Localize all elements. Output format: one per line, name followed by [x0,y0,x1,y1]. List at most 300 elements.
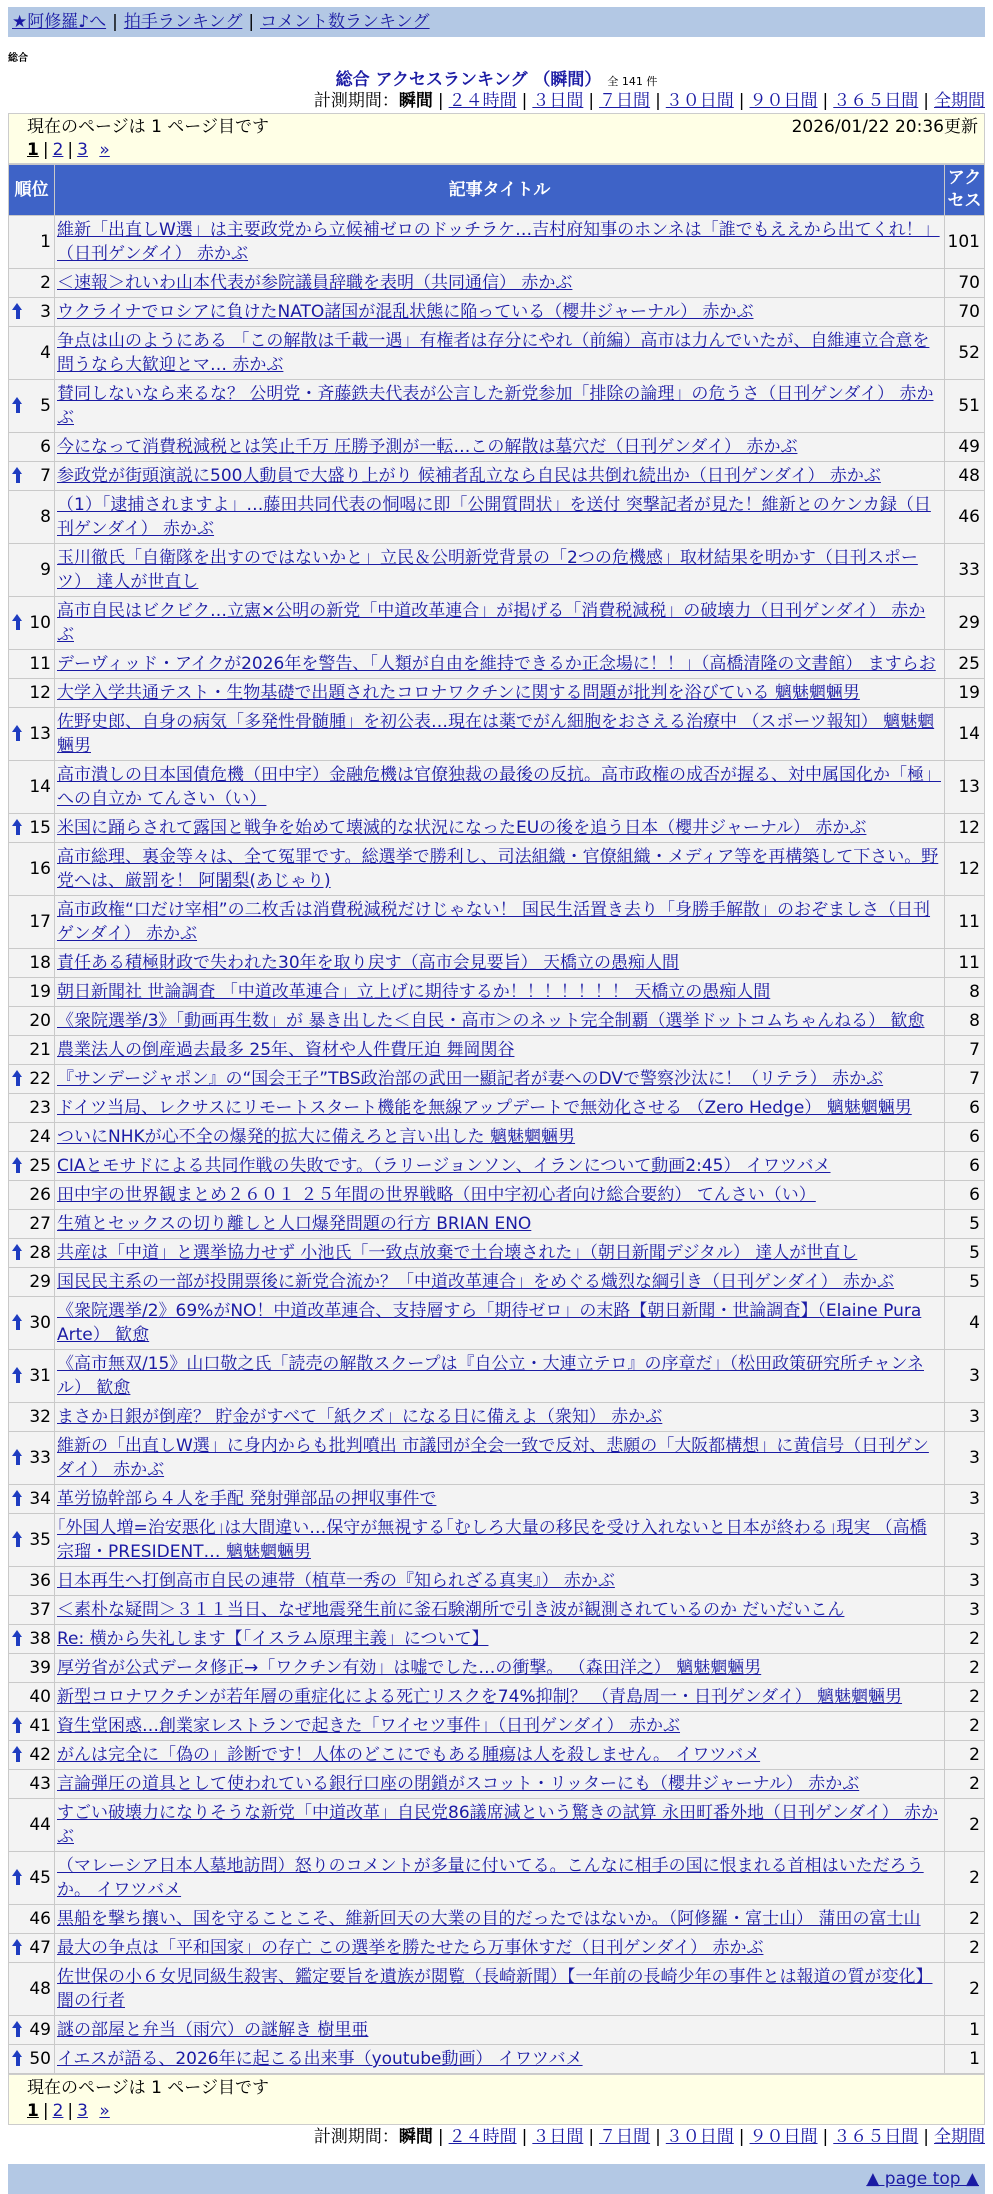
count-cell: 8 [945,978,985,1007]
count-cell: 51 [945,380,985,433]
title-cell [55,2045,945,2074]
rank-cell [9,1852,55,1905]
article-link[interactable]: 責任ある積極財政で失われた30年を取り戻す（高市会見要旨） 天橋立の愚痴人間 [57,953,680,973]
rank-number: 38 [29,1629,51,1649]
table-row [9,761,985,814]
period-link[interactable]: ３０日間 [665,91,734,111]
table-row [9,1181,985,1210]
rank-cell [9,1181,55,1210]
rank-number: 35 [29,1530,51,1550]
rank-number: 6 [40,437,51,457]
title-cell [55,1567,945,1596]
rank-cell [9,814,55,843]
rank-cell [9,1683,55,1712]
article-link[interactable]: ドイツ当局、レクサスにリモートスタート機能を無線アップデートで無効化させる （Zero Hedge） 魑魅魍魎男 [57,1098,912,1118]
table-row [9,1963,985,2016]
table-row [9,433,985,462]
period-link[interactable]: ３０日間 [665,2127,734,2147]
title-cell [55,1152,945,1181]
article-link[interactable]: 国民民主系の一部が投開票後に新党合流か？「中道改革連合」をめぐる熾烈な綱引き（日刊ゲンダイ） 赤かぶ [57,1272,895,1292]
article-link[interactable]: 佐世保の小６女児同級生殺害、鑑定要旨を遺族が閲覧（長崎新聞）【一年前の長崎少年の事件とは報道の質が変化】 闇の行者 [57,1967,933,2011]
rank-number: 19 [29,982,51,1002]
pager-current: 1 [27,140,39,160]
count-cell: 3 [945,1514,985,1567]
rank-number: 9 [40,560,51,580]
rank-number: 42 [29,1745,51,1765]
rank-cell [9,1625,55,1654]
article-link[interactable]: 高市潰しの日本国債危機（田中宇）金融危機は官僚独裁の最後の反抗。高市政権の成否が握る、対中属国化か「極」への自立か てんさい（い） [57,765,941,809]
count-cell: 6 [945,1094,985,1123]
page-title: 総合 アクセスランキング （瞬間） [335,70,602,90]
count-cell: 3 [945,1596,985,1625]
table-row [9,1905,985,1934]
rank-cell [9,949,55,978]
article-link[interactable]: Re: 横から失礼します【「イスラム原理主義」について】 [57,1629,489,1649]
rank-cell [9,1297,55,1350]
period-link[interactable]: ７日間 [599,2127,651,2147]
title-cell [55,1596,945,1625]
rank-number: 10 [29,613,51,633]
count-cell: 11 [945,949,985,978]
table-row [9,1934,985,1963]
article-link[interactable]: デーヴィッド・アイクが2026年を警告、「人類が自由を維持できるか正念場に！！」（高橋清隆の文書館） ますらお [57,654,936,674]
count-cell: 2 [945,1683,985,1712]
title-cell [55,1712,945,1741]
count-cell: 4 [945,1297,985,1350]
up-arrow-icon [12,819,23,835]
current-page-text: 現在のページは 1 ページ目です [27,117,269,137]
article-link[interactable]: ＜速報＞れいわ山本代表が参院議員辞職を表明（共同通信） 赤かぶ [57,273,573,293]
rank-cell [9,843,55,896]
title-cell [55,679,945,708]
table-row [9,1485,985,1514]
rank-number: 37 [29,1600,51,1620]
count-cell: 3 [945,1485,985,1514]
rank-cell [9,896,55,949]
period-link[interactable]: ３６５日間 [833,91,919,111]
article-link[interactable]: 謎の部屋と弁当（雨穴）の謎解き 樹里亜 [57,2020,369,2040]
count-cell: 52 [945,327,985,380]
nav-separator: | [112,12,118,32]
period-link[interactable]: 全期間 [934,2127,985,2147]
period-separator: | [738,91,745,111]
rank-cell [9,1514,55,1567]
rank-number: 26 [29,1185,51,1205]
table-row [9,1350,985,1403]
article-link[interactable]: 《衆院選挙/2》69%がNO！中道改革連合、支持層すら「期待ゼロ」の末路【朝日新聞・世論調査】（Elaine Pura Arte） 歓愈 [57,1301,922,1345]
title-cell [55,1514,945,1567]
period-link[interactable]: ３日間 [532,91,584,111]
period-separator: | [437,91,444,111]
period-link[interactable]: ３日間 [532,2127,584,2147]
table-row [9,1799,985,1852]
title-cell [55,1799,945,1852]
up-arrow-icon [12,1157,23,1173]
rank-number: 36 [29,1571,51,1591]
page-top-link[interactable]: ▲ page top ▲ [866,2169,979,2189]
rank-number: 31 [29,1366,51,1386]
rank-number: 32 [29,1407,51,1427]
period-link[interactable]: ２４時間 [448,91,517,111]
table-row [9,1036,985,1065]
table-row [9,1123,985,1152]
article-link[interactable]: CIAとモサドによる共同作戦の失敗です。（ラリージョンソン、イランについて動画2:45） イワツバメ [57,1156,831,1176]
up-arrow-icon [12,2021,23,2037]
article-link[interactable]: 『サンデージャポン』の“国会王子”TBS政治部の武田一顯記者が妻へのDVで警察沙汰に！（リテラ） 赤かぶ [57,1069,884,1089]
period-link[interactable]: ２４時間 [448,2127,517,2147]
rank-cell [9,1799,55,1852]
title-cell [55,978,945,1007]
count-cell: 3 [945,1403,985,1432]
title-cell [55,327,945,380]
article-link[interactable]: 黒船を撃ち攘い、国を守ることこそ、維新回天の大業の目的だったではないか。（阿修羅・富士山） 蒲田の富士山 [57,1909,921,1929]
period-separator: | [923,2127,929,2147]
title-cell [55,544,945,597]
period-separator: | [923,91,929,111]
article-link[interactable]: 《高市無双/15》山口敬之氏「読売の解散スクープは『自公立・大連立テロ』の序章だ」（松田政策研究所チャンネル） 歓愈 [57,1354,924,1398]
current-page-text: 現在のページは 1 ページ目です [27,2078,269,2098]
pager-separator: | [67,2101,74,2121]
rank-number: 1 [40,232,51,252]
table-row [9,544,985,597]
rank-number: 44 [29,1815,51,1835]
top-nav [8,7,985,37]
count-cell: 2 [945,1741,985,1770]
table-row [9,216,985,269]
title-cell [55,1683,945,1712]
up-arrow-icon [12,614,23,630]
title-cell [55,1403,945,1432]
pager-next[interactable]: » [99,140,110,160]
count-cell: 2 [945,1963,985,2016]
pager-next[interactable]: » [99,2101,110,2121]
rank-cell [9,761,55,814]
title-cell [55,1432,945,1485]
title-cell [55,1123,945,1152]
rank-cell [9,1567,55,1596]
rank-number: 29 [29,1272,51,1292]
period-separator: | [588,91,595,111]
article-link[interactable]: 朝日新聞社 世論調査 「中道改革連合」立上げに期待するか！！！！！！！ 天橋立の愚痴人間 [57,982,771,1002]
table-row [9,1596,985,1625]
rank-cell [9,1210,55,1239]
table-row [9,1297,985,1350]
table-row [9,1239,985,1268]
rank-cell [9,1654,55,1683]
count-cell: 19 [945,679,985,708]
rank-number: 2 [40,273,51,293]
table-row [9,1094,985,1123]
article-link[interactable]: 新型コロナワクチンが若年層の重症化による死亡リスクを74%抑制？ （青島周一・日刊ゲンダイ） 魑魅魍魎男 [57,1687,903,1707]
rank-cell [9,1741,55,1770]
pager-link[interactable]: 2 [52,2101,64,2121]
table-row [9,1007,985,1036]
count-cell: 6 [945,1123,985,1152]
title-cell [55,1007,945,1036]
pager-link[interactable]: 3 [77,140,88,160]
rank-cell [9,978,55,1007]
article-link[interactable]: （マレーシア日本人墓地訪問）怒りのコメントが多量に付いてる。こんなに相手の国に恨まれる首相はいただろうか。 イワツバメ [57,1856,924,1900]
pagination-box-bottom [8,2074,985,2125]
table-row [9,491,985,544]
up-arrow-icon [12,1746,23,1762]
rank-number: 11 [29,654,51,674]
period-selector [8,89,985,113]
rank-cell [9,1350,55,1403]
period-link[interactable]: ９０日間 [749,91,818,111]
up-arrow-icon [12,397,23,413]
rank-number: 43 [29,1774,51,1794]
rank-cell [9,1403,55,1432]
period-separator: | [655,2127,661,2147]
rank-number: 49 [29,2020,51,2040]
count-cell: 12 [945,843,985,896]
article-link[interactable]: ｢外国人増=治安悪化｣は大間違い…保守が無視する｢むしろ大量の移民を受け入れないと日本が終わる｣現実 （高橋宗瑠・PRESIDENT… 魑魅魍魎男 [57,1518,927,1562]
rank-number: 24 [29,1127,51,1147]
article-link[interactable]: 共産は「中道」と選挙協力せず 小池氏「一致点放棄で土台壊された」（朝日新聞デジタル） 達人が世直し [57,1243,858,1263]
rank-cell [9,269,55,298]
article-link[interactable]: （1）「逮捕されますよ」…藤田共同代表の恫喝に即「公開質問状」を送付 突撃記者が見た！維新とのケンカ録（日刊ゲンダイ） 赤かぶ [57,495,931,539]
pagination-box [8,113,985,164]
title-cell [55,1065,945,1094]
count-cell: 70 [945,298,985,327]
table-row [9,462,985,491]
period-link[interactable]: ７日間 [599,91,651,111]
period-link[interactable]: ３６５日間 [833,2127,919,2147]
article-link[interactable]: 日本再生へ打倒高市自民の連帯（植草一秀の『知られざる真実』） 赤かぶ [57,1571,615,1591]
nav-separator: | [248,12,255,32]
rank-cell [9,1934,55,1963]
title-cell [55,269,945,298]
up-arrow-icon [12,1449,23,1465]
title-cell [55,1181,945,1210]
count-cell: 2 [945,1712,985,1741]
period-link[interactable]: 全期間 [934,91,985,111]
pager-link[interactable]: 3 [77,2101,88,2121]
article-link[interactable]: まさか日銀が倒産？ 貯金がすべて「紙クズ」になる日に備えよ（衆知） 赤かぶ [57,1407,663,1427]
table-row [9,1741,985,1770]
table-row [9,1567,985,1596]
title-cell [55,1210,945,1239]
title-cell [55,1268,945,1297]
table-row [9,978,985,1007]
period-selector-bottom [8,2125,985,2149]
title-cell [55,1852,945,1905]
article-link[interactable]: 《衆院選挙/3》「動画再生数」が 暴き出した＜自民・高市＞のネット完全制覇（選挙ドットコムちゃんねる） 歓愈 [57,1011,925,1031]
up-arrow-icon [12,1939,23,1955]
comment-ranking-link[interactable]: コメント数ランキング [260,12,430,32]
title-cell [55,1239,945,1268]
rank-cell [9,433,55,462]
title-cell [55,949,945,978]
rank-cell [9,1152,55,1181]
title-cell [55,1770,945,1799]
rank-number: 18 [29,953,51,973]
table-row [9,1712,985,1741]
category-label: 総合 [8,53,28,64]
pager-separator: | [67,140,74,160]
ranking-rows [9,216,985,2074]
count-cell: 29 [945,597,985,650]
count-cell: 3 [945,1350,985,1403]
count-cell: 14 [945,708,985,761]
rank-number: 13 [29,724,51,744]
title-cell [55,814,945,843]
article-link[interactable]: 維新の「出直しW選」に身内からも批判噴出 市議団が全会一致で反対、悲願の「大阪都構想」に黄信号（日刊ゲンダイ） 赤かぶ [57,1436,929,1480]
rank-number: 14 [29,777,51,797]
title-cell [55,761,945,814]
count-cell: 3 [945,1432,985,1485]
article-link[interactable]: 大学入学共通テスト・生物基礎で出題されたコロナワクチンに関する問題が批判を浴びている 魑魅魍魎男 [57,683,860,703]
count-cell: 6 [945,1181,985,1210]
count-cell: 1 [945,2045,985,2074]
article-link[interactable]: 言論弾圧の道具として使われている銀行口座の閉鎖がスコット・リッターにも（櫻井ジャーナル） 赤かぶ [57,1774,860,1794]
period-link[interactable]: ９０日間 [749,2127,818,2147]
count-cell: 5 [945,1239,985,1268]
title-cell [55,1350,945,1403]
col-rank-header: 順位 [9,165,55,216]
count-cell: 2 [945,1934,985,1963]
title-cell [55,1094,945,1123]
rank-number: 46 [29,1909,51,1929]
pager-link[interactable]: 2 [52,140,64,160]
period-separator: | [521,2127,528,2147]
count-cell: 2 [945,1770,985,1799]
table-row [9,708,985,761]
rank-cell [9,1123,55,1152]
article-link[interactable]: 今になって消費税減税とは笑止千万 圧勝予測が一転…この解散は墓穴だ（日刊ゲンダイ） 赤かぶ [57,437,798,457]
article-link[interactable]: ついにNHKが心不全の爆発的拡大に備えろと言い出した 魑魅魍魎男 [57,1127,576,1147]
table-row [9,1514,985,1567]
article-link[interactable]: 資生堂困惑…創業家レストランで起きた「ワイセツ事件」（日刊ゲンダイ） 赤かぶ [57,1716,681,1736]
rank-number: 34 [29,1489,51,1509]
period-separator: | [822,91,829,111]
article-link[interactable]: 佐野史郎、自身の病気「多発性骨髄腫」を初公表…現在は薬でがん細胞をおさえる治療中 （スポーツ報知） 魑魅魍魎男 [57,712,935,756]
rank-cell [9,2045,55,2074]
table-row [9,1268,985,1297]
table-row [9,1210,985,1239]
count-cell: 2 [945,1905,985,1934]
count-cell: 12 [945,814,985,843]
pager-separator: | [42,2101,49,2121]
rank-number: 23 [29,1098,51,1118]
title-cell [55,1297,945,1350]
article-link[interactable]: 米国に踊らされて露国と戦争を始めて壊滅的な状況になったEUの後を追う日本（櫻井ジャーナル） 赤かぶ [57,818,867,838]
article-link[interactable]: 高市総理、裏金等々は、全て冤罪です。総選挙で勝利し、司法組織・官僚組織・メディア等を再構築して下さい。野党へは、厳罰を！ 阿闍梨(あじゃり) [57,847,939,891]
article-link[interactable]: 争点は山のようにある 「この解散は千載一遇」有権者は存分にやれ（前編）高市は力んでいたが、自維連立合意を問うなら大歓迎とマ… 赤かぶ [57,331,930,375]
rank-number: 45 [29,1868,51,1888]
title-cell [55,216,945,269]
article-link[interactable]: 革労協幹部ら４人を手配 発射弾部品の押収事件で [57,1489,437,1509]
article-link[interactable]: 田中宇の世界観まとめ２６０１ ２５年間の世界戦略（田中宇初心者向け総合要約） てんさい（い） [57,1185,816,1205]
title-cell [55,433,945,462]
title-cell [55,491,945,544]
rank-number: 12 [29,683,51,703]
article-link[interactable]: 維新「出直しW選」は主要政党から立候補ゼロのドッチラケ…吉村府知事のホンネは「誰でもええから出てくれ！」（日刊ゲンダイ） 赤かぶ [57,220,940,264]
rank-cell [9,216,55,269]
up-arrow-icon [12,1070,23,1086]
up-arrow-icon [12,1244,23,1260]
period-separator: | [738,2127,745,2147]
table-row [9,1625,985,1654]
pager [27,2100,966,2123]
count-cell: 6 [945,1152,985,1181]
up-arrow-icon [12,1490,23,1506]
article-link[interactable]: ウクライナでロシアに負けたNATO諸国が混乱状態に陥っている（櫻井ジャーナル） 赤かぶ [57,302,754,322]
article-link[interactable]: 玉川徹氏「自衛隊を出すのではないかと」立民＆公明新党背景の「2つの危機感」取材結果を明かす（日刊スポーツ） 達人が世直し [57,548,918,592]
article-link[interactable]: 高市政権“口だけ宰相”の二枚舌は消費税減税だけじゃない！ 国民生活置き去り「身勝手解散」のおぞましさ（日刊ゲンダイ） 赤かぶ [57,900,931,944]
up-arrow-icon [12,1630,23,1646]
applause-ranking-link[interactable]: 拍手ランキング [123,12,243,32]
article-link[interactable]: 厚労省が公式データ修正→「ワクチン有効」は嘘でした…の衝撃。 （森田洋之） 魑魅魍魎男 [57,1658,762,1678]
rank-number: 5 [40,396,51,416]
rank-cell [9,1268,55,1297]
rank-cell [9,491,55,544]
article-link[interactable]: 高市自民はビクビク…立憲×公明の新党「中道改革連合」が掲げる「消費税減税」の破壊力（日刊ゲンダイ） 赤かぶ [57,601,926,645]
rank-number: 21 [29,1040,51,1060]
up-arrow-icon [12,1314,23,1330]
total-count: 全 141 件 [607,75,658,88]
rank-number: 50 [29,2049,51,2069]
period-separator: | [588,2127,595,2147]
rank-number: 3 [40,302,51,322]
article-link[interactable]: 最大の争点は「平和国家」の存亡 この選挙を勝たせたら万事休すだ（日刊ゲンダイ） 赤かぶ [57,1938,764,1958]
col-count-header: アクセス [945,165,985,216]
article-link[interactable]: がんは完全に「偽の」診断です！人体のどこにでもある腫瘍は人を殺しません。 イワツバメ [57,1745,761,1765]
article-link[interactable]: 生殖とセックスの切り離しと人口爆発問題の行方 BRIAN ENO [57,1214,532,1234]
col-title-header: 記事タイトル [55,165,945,216]
rank-number: 30 [29,1313,51,1333]
table-row [9,2045,985,2074]
rank-number: 47 [29,1938,51,1958]
rank-number: 33 [29,1448,51,1468]
article-link[interactable]: イエスが語る、2026年に起こる出来事（youtube動画） イワツバメ [57,2049,583,2069]
rank-number: 16 [29,859,51,879]
article-link[interactable]: 賛同しないなら来るな？ 公明党・斉藤鉄夫代表が公言した新党参加「排除の論理」の危うさ（日刊ゲンダイ） 赤かぶ [57,384,934,428]
up-arrow-icon [12,467,23,483]
article-link[interactable]: 農業法人の倒産過去最多 25年、資材や人件費圧迫 舞岡関谷 [57,1040,515,1060]
article-link[interactable]: すごい破壊力になりそうな新党「中道改革」自民党86議席減という驚きの試算 永田町番外地（日刊ゲンダイ） 赤かぶ [57,1803,939,1847]
article-link[interactable]: ＜素朴な疑問＞３１１当日、なぜ地震発生前に釜石験潮所で引き波が観測されているのか だいだいこん [57,1600,845,1620]
table-row [9,679,985,708]
count-cell: 2 [945,1654,985,1683]
count-cell: 101 [945,216,985,269]
title-cell [55,1741,945,1770]
count-cell: 33 [945,544,985,597]
count-cell: 1 [945,2016,985,2045]
rank-number: 41 [29,1716,51,1736]
up-arrow-icon [12,1531,23,1547]
rank-cell [9,1596,55,1625]
rank-cell [9,1239,55,1268]
rank-cell [9,327,55,380]
rank-cell [9,597,55,650]
count-cell: 70 [945,269,985,298]
count-cell: 46 [945,491,985,544]
updated-timestamp: 2026/01/22 20:36更新 [791,117,978,137]
article-link[interactable]: 参政党が街頭演説に500人動員で大盛り上がり 候補者乱立なら自民は共倒れ続出か（日刊ゲンダイ） 赤かぶ [57,466,881,486]
title-cell [55,843,945,896]
rank-number: 4 [40,343,51,363]
table-row [9,1403,985,1432]
table-row [9,597,985,650]
rank-number: 39 [29,1658,51,1678]
pager [27,139,966,162]
rank-cell [9,544,55,597]
title-cell [55,1654,945,1683]
rank-number: 7 [40,466,51,486]
home-link[interactable]: ★阿修羅♪へ [12,12,107,32]
